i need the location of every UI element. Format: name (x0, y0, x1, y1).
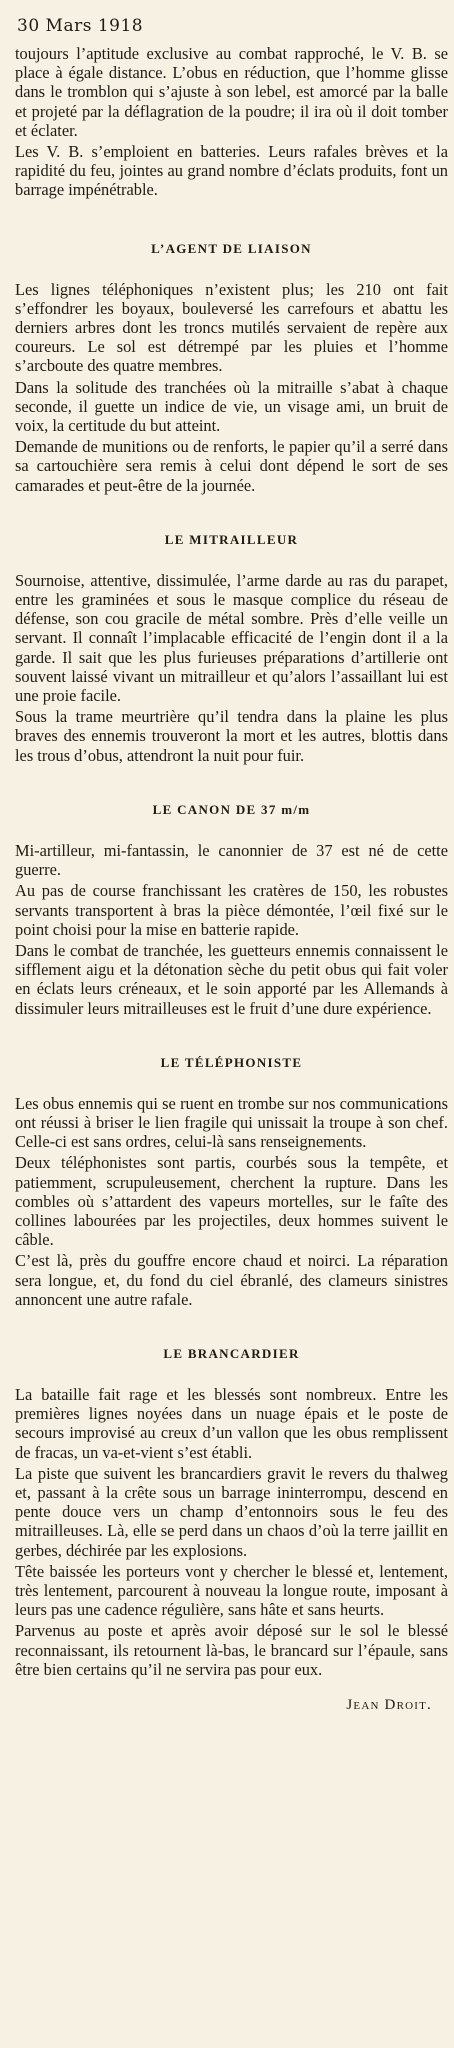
agent-paragraph-1: Les lignes téléphoniques n’existent plus; les 210 ont fait s’effondrer les boyaux, bouleversé les carrefours et abattu les derniers arbres dont les troncs mutilés servaient de repère aux coureurs. Le sol est détrempé par les pluies et l’homme s’arcboute des quatre membres. (15, 279, 448, 376)
section-heading-telephoniste: LE TÉLÉPHONISTE (160, 1054, 303, 1070)
page-date: 30 Mars 1918 (17, 16, 144, 36)
agent-paragraph-2: Dans la solitude des tranchées où la mitraille s’abat à chaque seconde, il guette un indice de vie, un visage ami, un bruit de voix, la certitude du but atteint. (15, 377, 448, 436)
brancardier-paragraph-3: Tête baissée les porteurs vont y chercher le blessé et, lentement, très lentement, parcourent à nouveau la longue route, imposant à leurs pas une cadence régulière, sans hâte et sans heurts. (15, 1561, 448, 1620)
telephoniste-paragraph-2: Deux téléphonistes sont partis, courbés sous la tempête, et patiemment, scrupuleusement, cherchent la rupture. Dans les combles où s’attardent des vapeurs mortelles, sur le faîte des collines labourées par les projectiles, deux hommes suivent le câble. (15, 1153, 448, 1250)
agent-paragraph-3: Demande de munitions ou de renforts, le papier qu’il a serré dans sa cartouchière sera remis à celui dont dépend le sort de ses camarades et peut-être de la journée. (15, 437, 448, 495)
intro-paragraph-1: toujours l’aptitude exclusive au combat rapproché, le V. B. se place à égale distance. L’obus en réduction, que l’homme glisse dans le tromblon qui s’ajuste à son lebel, est amorcé par la balle et projeté par la déflagration de la poudre; il ira où il doit tomber et éclater. (15, 44, 448, 140)
section-heading-mitrailleur: LE MITRAILLEUR (164, 531, 299, 547)
brancardier-paragraph-2: La piste que suivent les brancardiers gravit le revers du thalweg et, passant à la crête sous un barrage ininterrompu, descend en pente douce vers un champ d’entonnoirs sous le feu des mitrailleuses. Là, elle se perd dans un chaos d’où la terre jaillit en gerbes, déchirée par les explosions. (15, 1463, 448, 1560)
section-heading-canon-37: LE CANON DE 37 m/m (152, 801, 311, 817)
telephoniste-paragraph-3: C’est là, près du gouffre encore chaud et noirci. La réparation sera longue, et, du fond du ciel ébranlé, des clameurs sinistres annoncent une autre rafale. (15, 1251, 448, 1309)
intro-paragraph-2: Les V. B. s’emploient en batteries. Leurs rafales brèves et la rapidité du feu, jointes au grand nombre d’éclats produits, font un barrage impénétrable. (15, 142, 448, 200)
canon-paragraph-3: Dans le combat de tranchée, les guetteurs ennemis connaissent le sifflement aigu et la détonation sèche du petit obus qui fait voler en éclats leurs créneaux, et le soin apporté par les Allemands à dissimuler leurs mitrailleuses est le fruit d’une dure expérience. (15, 940, 448, 1018)
author-signature: Jean Droit. (346, 1697, 432, 1713)
mitrailleur-paragraph-2: Sous la trame meurtrière qu’il tendra dans la plaine les plus braves des ennemis trouveront la mort et les autres, blottis dans les trous d’obus, attendront la nuit pour fuir. (15, 707, 448, 765)
section-heading-brancardier: LE BRANCARDIER (163, 1345, 300, 1361)
mitrailleur-paragraph-1: Sournoise, attentive, dissimulée, l’arme darde au ras du parapet, entre les graminées et sous le masque complice du réseau de défense, son cou gracile de métal sombre. Près d’elle veille un servant. Il connaît l’implacable efficacité de l’engin dont il a la garde. Il sait que les plus furieuses préparations d’artillerie ont souvent laissé vivant un mitrailleur et qu’alors l’assaillant lui est une proie facile. (15, 570, 448, 706)
brancardier-paragraph-1: La bataille fait rage et les blessés sont nombreux. Entre les premières lignes noyées dans un nuage épais et le poste de secours improvisé au creux d’un vallon que les obus remplissent de fracas, un va-et-vient s’est établi. (15, 1384, 448, 1462)
canon-paragraph-2: Au pas de course franchissant les cratères de 150, les robustes servants transportent à bras la pièce démontée, l’œil fixé sur le point choisi pour la mise en batterie rapide. (15, 881, 448, 939)
telephoniste-paragraph-1: Les obus ennemis qui se ruent en trombe sur nos communications ont réussi à briser le lien fragile qui unissait la troupe à son chef. Celle-ci est sans ordres, celui-là sans renseignements. (15, 1093, 448, 1152)
brancardier-paragraph-4: Parvenus au poste et après avoir déposé sur le sol le blessé reconnaissant, ils retournent là-bas, le brancard sur l’épaule, sans être bien certains qu’il ne servira pas pour eux. (15, 1621, 448, 1679)
canon-paragraph-1: Mi-artilleur, mi-fantassin, le canonnier de 37 est né de cette guerre. (15, 840, 448, 880)
section-heading-agent-de-liaison: L’AGENT DE LIAISON (151, 240, 312, 256)
